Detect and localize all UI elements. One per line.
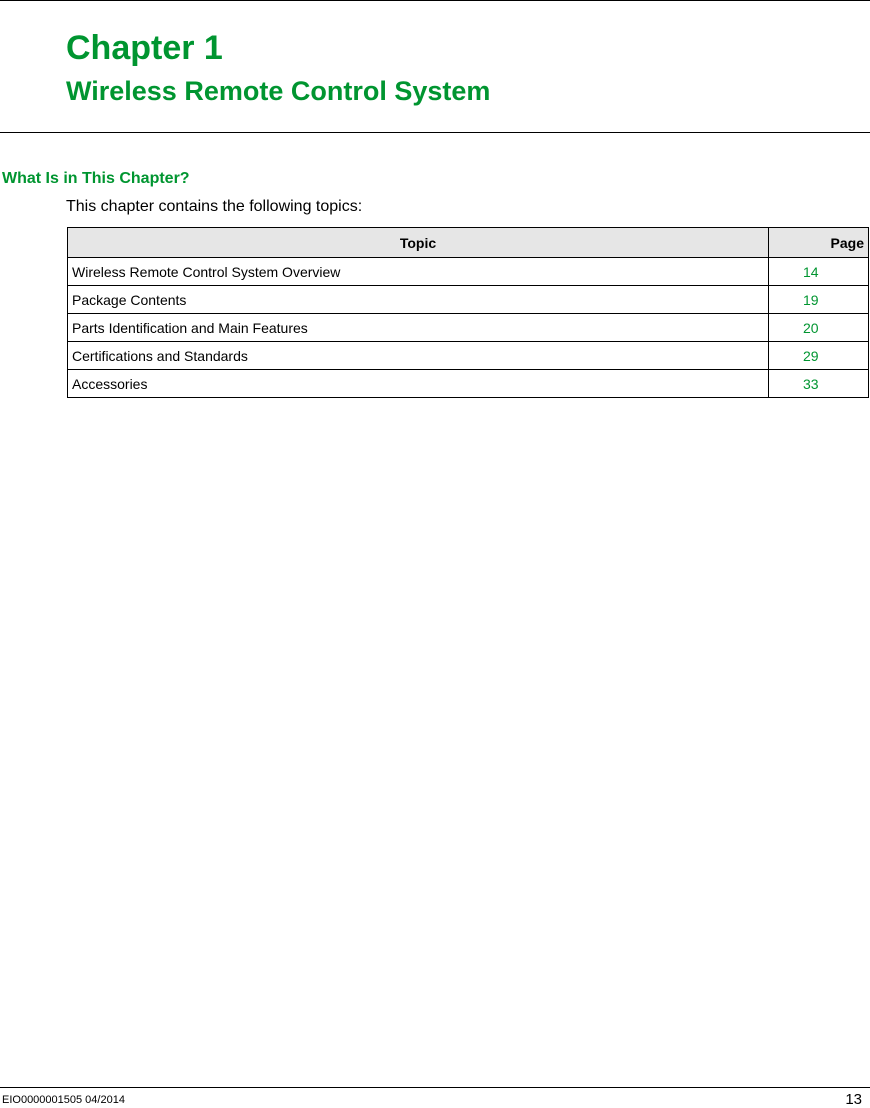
table-row bbox=[68, 370, 869, 398]
page-link[interactable]: 20 bbox=[769, 314, 869, 342]
footer-page-number: 13 bbox=[845, 1091, 862, 1108]
footer-rule bbox=[0, 1087, 870, 1088]
topic-link[interactable]: Package Contents bbox=[68, 286, 769, 314]
table-header-row bbox=[68, 228, 869, 258]
intro-text: This chapter contains the following topics: bbox=[66, 198, 363, 215]
page-column-header: Page bbox=[769, 228, 869, 258]
topics-table bbox=[67, 227, 869, 398]
topic-link[interactable]: Parts Identification and Main Features bbox=[68, 314, 769, 342]
page-link[interactable]: 29 bbox=[769, 342, 869, 370]
footer-doc-ref: EIO0000001505 04/2014 bbox=[2, 1094, 125, 1106]
header-rule bbox=[0, 132, 870, 133]
topic-link[interactable]: Accessories bbox=[68, 370, 769, 398]
topic-link[interactable]: Certifications and Standards bbox=[68, 342, 769, 370]
page-link[interactable]: 19 bbox=[769, 286, 869, 314]
topic-column-header: Topic bbox=[68, 228, 769, 258]
table-row bbox=[68, 342, 869, 370]
table-row bbox=[68, 286, 869, 314]
chapter-number: Chapter 1 bbox=[66, 29, 223, 67]
chapter-title: Wireless Remote Control System bbox=[66, 76, 491, 106]
table-row bbox=[68, 314, 869, 342]
table-row bbox=[68, 258, 869, 286]
page-link[interactable]: 14 bbox=[769, 258, 869, 286]
top-rule bbox=[0, 0, 870, 1]
topic-link[interactable]: Wireless Remote Control System Overview bbox=[68, 258, 769, 286]
page-link[interactable]: 33 bbox=[769, 370, 869, 398]
section-heading: What Is in This Chapter? bbox=[2, 170, 190, 187]
